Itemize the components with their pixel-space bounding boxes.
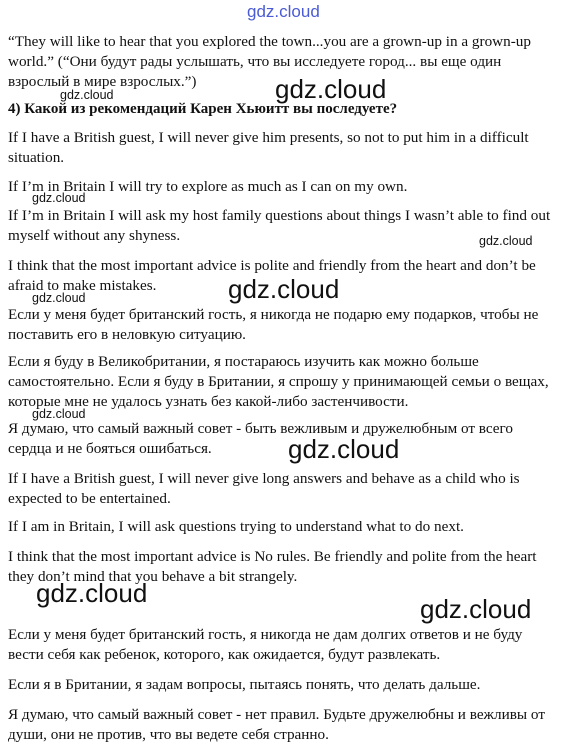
- watermark-big-3: gdz.cloud: [288, 434, 400, 464]
- paragraph-quote: “They will like to hear that you explored the town...you are a grown-up in a grown-up world.” (“Они будут рады услышать, что вы исследуете город... вы еще один взрослый в мире взрослых.”): [8, 33, 531, 90]
- paragraph-ru-5: Если я в Британии, я задам вопросы, пытаясь понять, что делать дальше.: [8, 676, 481, 693]
- watermark-big-4: gdz.cloud: [36, 578, 148, 608]
- paragraph-en-7: I think that the most important advice is No rules. Be friendly and polite from the heart they don’t mind that you behave a bit strangely.: [8, 548, 537, 585]
- watermark-big-2: gdz.cloud: [228, 274, 340, 304]
- paragraph-ru-4: Если у меня будет британский гость, я никогда не дам долгих ответов и не буду вести себя как ребенок, которого, как ожидается, будут развлекать.: [8, 626, 523, 663]
- watermark-big-5: gdz.cloud: [420, 594, 532, 624]
- paragraph-en-5: If I have a British guest, I will never give long answers and behave as a child who is expected to be entertained.: [8, 470, 520, 507]
- question-heading: 4) Какой из рекомендаций Карен Хьюитт вы последуете?: [8, 101, 398, 117]
- watermark-top: gdz.cloud: [247, 2, 320, 21]
- paragraph-en-4: I think that the most important advice is polite and friendly from the heart and don’t be afraid to make mistakes.: [8, 257, 536, 294]
- watermark-big-1: gdz.cloud: [275, 74, 387, 104]
- paragraph-ru-3: Я думаю, что самый важный совет - быть вежливым и дружелюбным от всего сердца и не бояться ошибаться.: [8, 420, 513, 457]
- paragraph-ru-1: Если у меня будет британский гость, я никогда не подарю ему подарков, чтобы не поставить его в неловкую ситуацию.: [8, 306, 539, 343]
- paragraph-en-1: If I have a British guest, I will never give him presents, so not to put him in a difficult situation.: [8, 129, 529, 166]
- watermark-small-4: gdz.cloud: [32, 291, 86, 305]
- watermark-small-2: gdz.cloud: [32, 191, 86, 205]
- watermark-small-1: gdz.cloud: [60, 88, 114, 102]
- paragraph-en-6: If I am in Britain, I will ask questions trying to understand what to do next.: [8, 518, 464, 535]
- watermark-small-5: gdz.cloud: [32, 407, 86, 421]
- paragraph-en-3: If I’m in Britain I will ask my host family questions about things I wasn’t able to find out myself without any shyness.: [8, 207, 551, 244]
- paragraph-en-2: If I’m in Britain I will try to explore as much as I can on my own.: [8, 178, 408, 195]
- watermark-small-3: gdz.cloud: [479, 234, 533, 248]
- paragraph-ru-2: Если я буду в Великобритании, я постараюсь изучить как можно больше самостоятельно. Если я буду в Британии, я спрошу у принимающей семьи о вещах, которые мне не удалось узнать без какой-либо застенчивости.: [8, 353, 549, 410]
- paragraph-ru-6: Я думаю, что самый важный совет - нет правил. Будьте дружелюбны и вежливы от души, они не против, что вы ведете себя странно.: [8, 706, 545, 743]
